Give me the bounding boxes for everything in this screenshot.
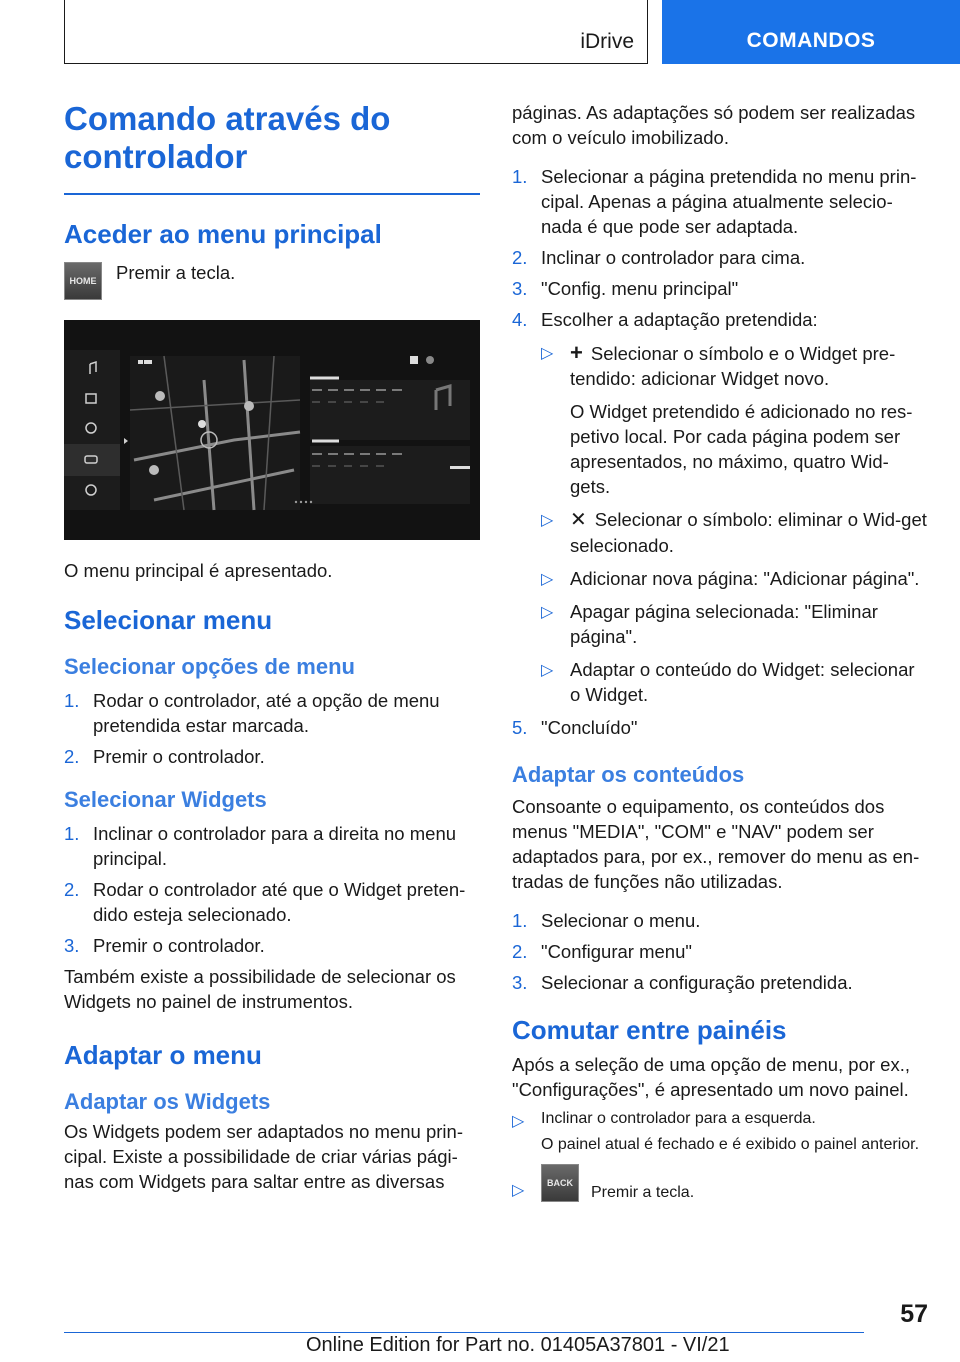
heading-select-options: Selecionar opções de menu — [64, 653, 355, 679]
heading-adapt-contents: Adaptar os conteúdos — [512, 762, 745, 787]
heading-switch-panels: Comutar entre painéis — [512, 1015, 787, 1045]
plus-icon: + — [570, 340, 583, 365]
home-button-icon: HOME — [64, 262, 102, 300]
footer-rule — [64, 1332, 864, 1333]
list-item: ▷ Inclinar o controlador para a esquerda. O painel atual é fechado e é exibido o painel anterior. — [512, 1110, 928, 1154]
list-item: 4. Escolher a adaptação pretendida: ▷ + Selecionar o símbolo e o Widget pre-tendido: adicionar Widget novo. O Widget pretendido é adicionado no res-petivo local. Por cada página podem ser apresentados, no máximo, quatro Wid-gets. ▷ ✕ Selecionar o símbolo: eliminar o Wid-get selecionado. ▷ Adicionar nova página: "Adicionar página". ▷ Apagar página selecionada: "Eliminar página". ▷ Adaptar o conteúdo do Widget: selecionar o Widget. — [512, 309, 927, 705]
back-instruction-text: Premir a tecla. — [591, 1184, 695, 1201]
adapt-steps-list — [512, 164, 928, 740]
sub-item-delete-widget: ▷ ✕ Selecionar o símbolo: eliminar o Wid-get selecionado. — [541, 509, 927, 556]
heading-select-menu: Selecionar menu — [64, 604, 273, 635]
footer-edition: Online Edition for Part no. 01405A37801 - VI/21 — [306, 1334, 730, 1356]
title-rule — [64, 193, 480, 195]
page-title: Comando através do controlador — [64, 100, 391, 175]
list-item: 2. Premir o controlador. — [64, 745, 265, 767]
home-instruction — [64, 262, 480, 300]
page-number: 57 — [900, 1300, 928, 1328]
widgets-note: Também existe a possibilidade de selecionar os Widgets no painel de instrumentos. — [64, 965, 456, 1012]
select-widgets-list — [64, 821, 480, 958]
home-instruction-text: Premir a tecla. — [116, 261, 236, 283]
add-widget-note: O Widget pretendido é adicionado no res-petivo local. Por cada página podem ser apresentados, no máximo, quatro Wid-gets. — [570, 401, 913, 497]
close-icon: ✕ — [570, 509, 587, 531]
main-menu-illustration — [64, 320, 480, 540]
list-item: 2. "Configurar menu" — [512, 941, 692, 962]
left-column — [64, 100, 480, 1194]
list-item: 2. Inclinar o controlador para cima. — [512, 247, 806, 268]
list-item: 3. "Config. menu principal" — [512, 278, 739, 299]
switch-panels-text: Após a seleção de uma opção de menu, por ex., "Configurações", é apresentado um novo painel. — [512, 1054, 911, 1100]
sub-item-adapt-content: ▷ Adaptar o conteúdo do Widget: selecionar o Widget. — [541, 659, 915, 705]
list-item: 1. Rodar o controlador, até a opção de menu pretendida estar marcada. — [64, 689, 440, 736]
right-column — [512, 100, 928, 1210]
sub-item-add-page: ▷ Adicionar nova página: "Adicionar página". — [541, 568, 920, 589]
adapt-widgets-continued: páginas. As adaptações só podem ser realizadas com o veículo imobilizado. — [512, 102, 916, 148]
list-item: 2. Rodar o controlador até que o Widget preten-dido esteja selecionado. — [64, 878, 466, 925]
list-item: 1. Selecionar o menu. — [512, 910, 701, 931]
adaptation-options — [541, 340, 928, 707]
heading-select-widgets: Selecionar Widgets — [64, 786, 267, 812]
adapt-contents-text: Consoante o equipamento, os conteúdos dos menus "MEDIA", "COM" e "NAV" podem ser adaptados para, por ex., remover do menu as en-tradas de funções não utilizadas. — [512, 796, 920, 892]
heading-adapt-menu: Adaptar o menu — [64, 1039, 262, 1070]
switch-panels-note: O painel atual é fechado e é exibido o painel anterior. — [541, 1136, 920, 1153]
switch-panels-list — [512, 1110, 928, 1202]
adapt-contents-list — [512, 908, 928, 995]
back-button-icon: BACK — [541, 1164, 579, 1202]
list-item: ▷ BACK Premir a tecla. — [512, 1164, 928, 1202]
select-options-list — [64, 688, 480, 769]
sub-item-add-widget: ▷ + Selecionar o símbolo e o Widget pre-tendido: adicionar Widget novo. O Widget pretendido é adicionado no res-petivo local. Por cada página podem ser apresentados, no máximo, quatro Wid-gets. — [541, 340, 928, 499]
main-menu-shown-text: O menu principal é apresentado. — [64, 559, 333, 581]
header-chapter-tab: COMANDOS — [662, 0, 960, 64]
header-frame — [64, 0, 648, 64]
list-item: 1. Inclinar o controlador para a direita no menu principal. — [64, 822, 457, 869]
list-item: 5. "Concluído" — [512, 717, 638, 738]
adapt-widgets-text: Os Widgets podem ser adaptados no menu prin-cipal. Existe a possibilidade de criar várias pági-nas com Widgets para saltar entre as diversas — [64, 1120, 463, 1192]
main-menu-screenshot — [64, 320, 480, 540]
list-item: 3. Selecionar a configuração pretendida. — [512, 972, 853, 993]
heading-adapt-widgets: Adaptar os Widgets — [64, 1088, 271, 1114]
header-section: iDrive — [580, 30, 634, 53]
list-item: 3. Premir o controlador. — [64, 934, 265, 956]
list-item: 1. Selecionar a página pretendida no menu prin-cipal. Apenas a página atualmente selecio-nada é que pode ser adaptada. — [512, 166, 917, 237]
sub-item-delete-page: ▷ Apagar página selecionada: "Eliminar página". — [541, 601, 878, 647]
heading-main-menu: Aceder ao menu principal — [64, 218, 382, 249]
